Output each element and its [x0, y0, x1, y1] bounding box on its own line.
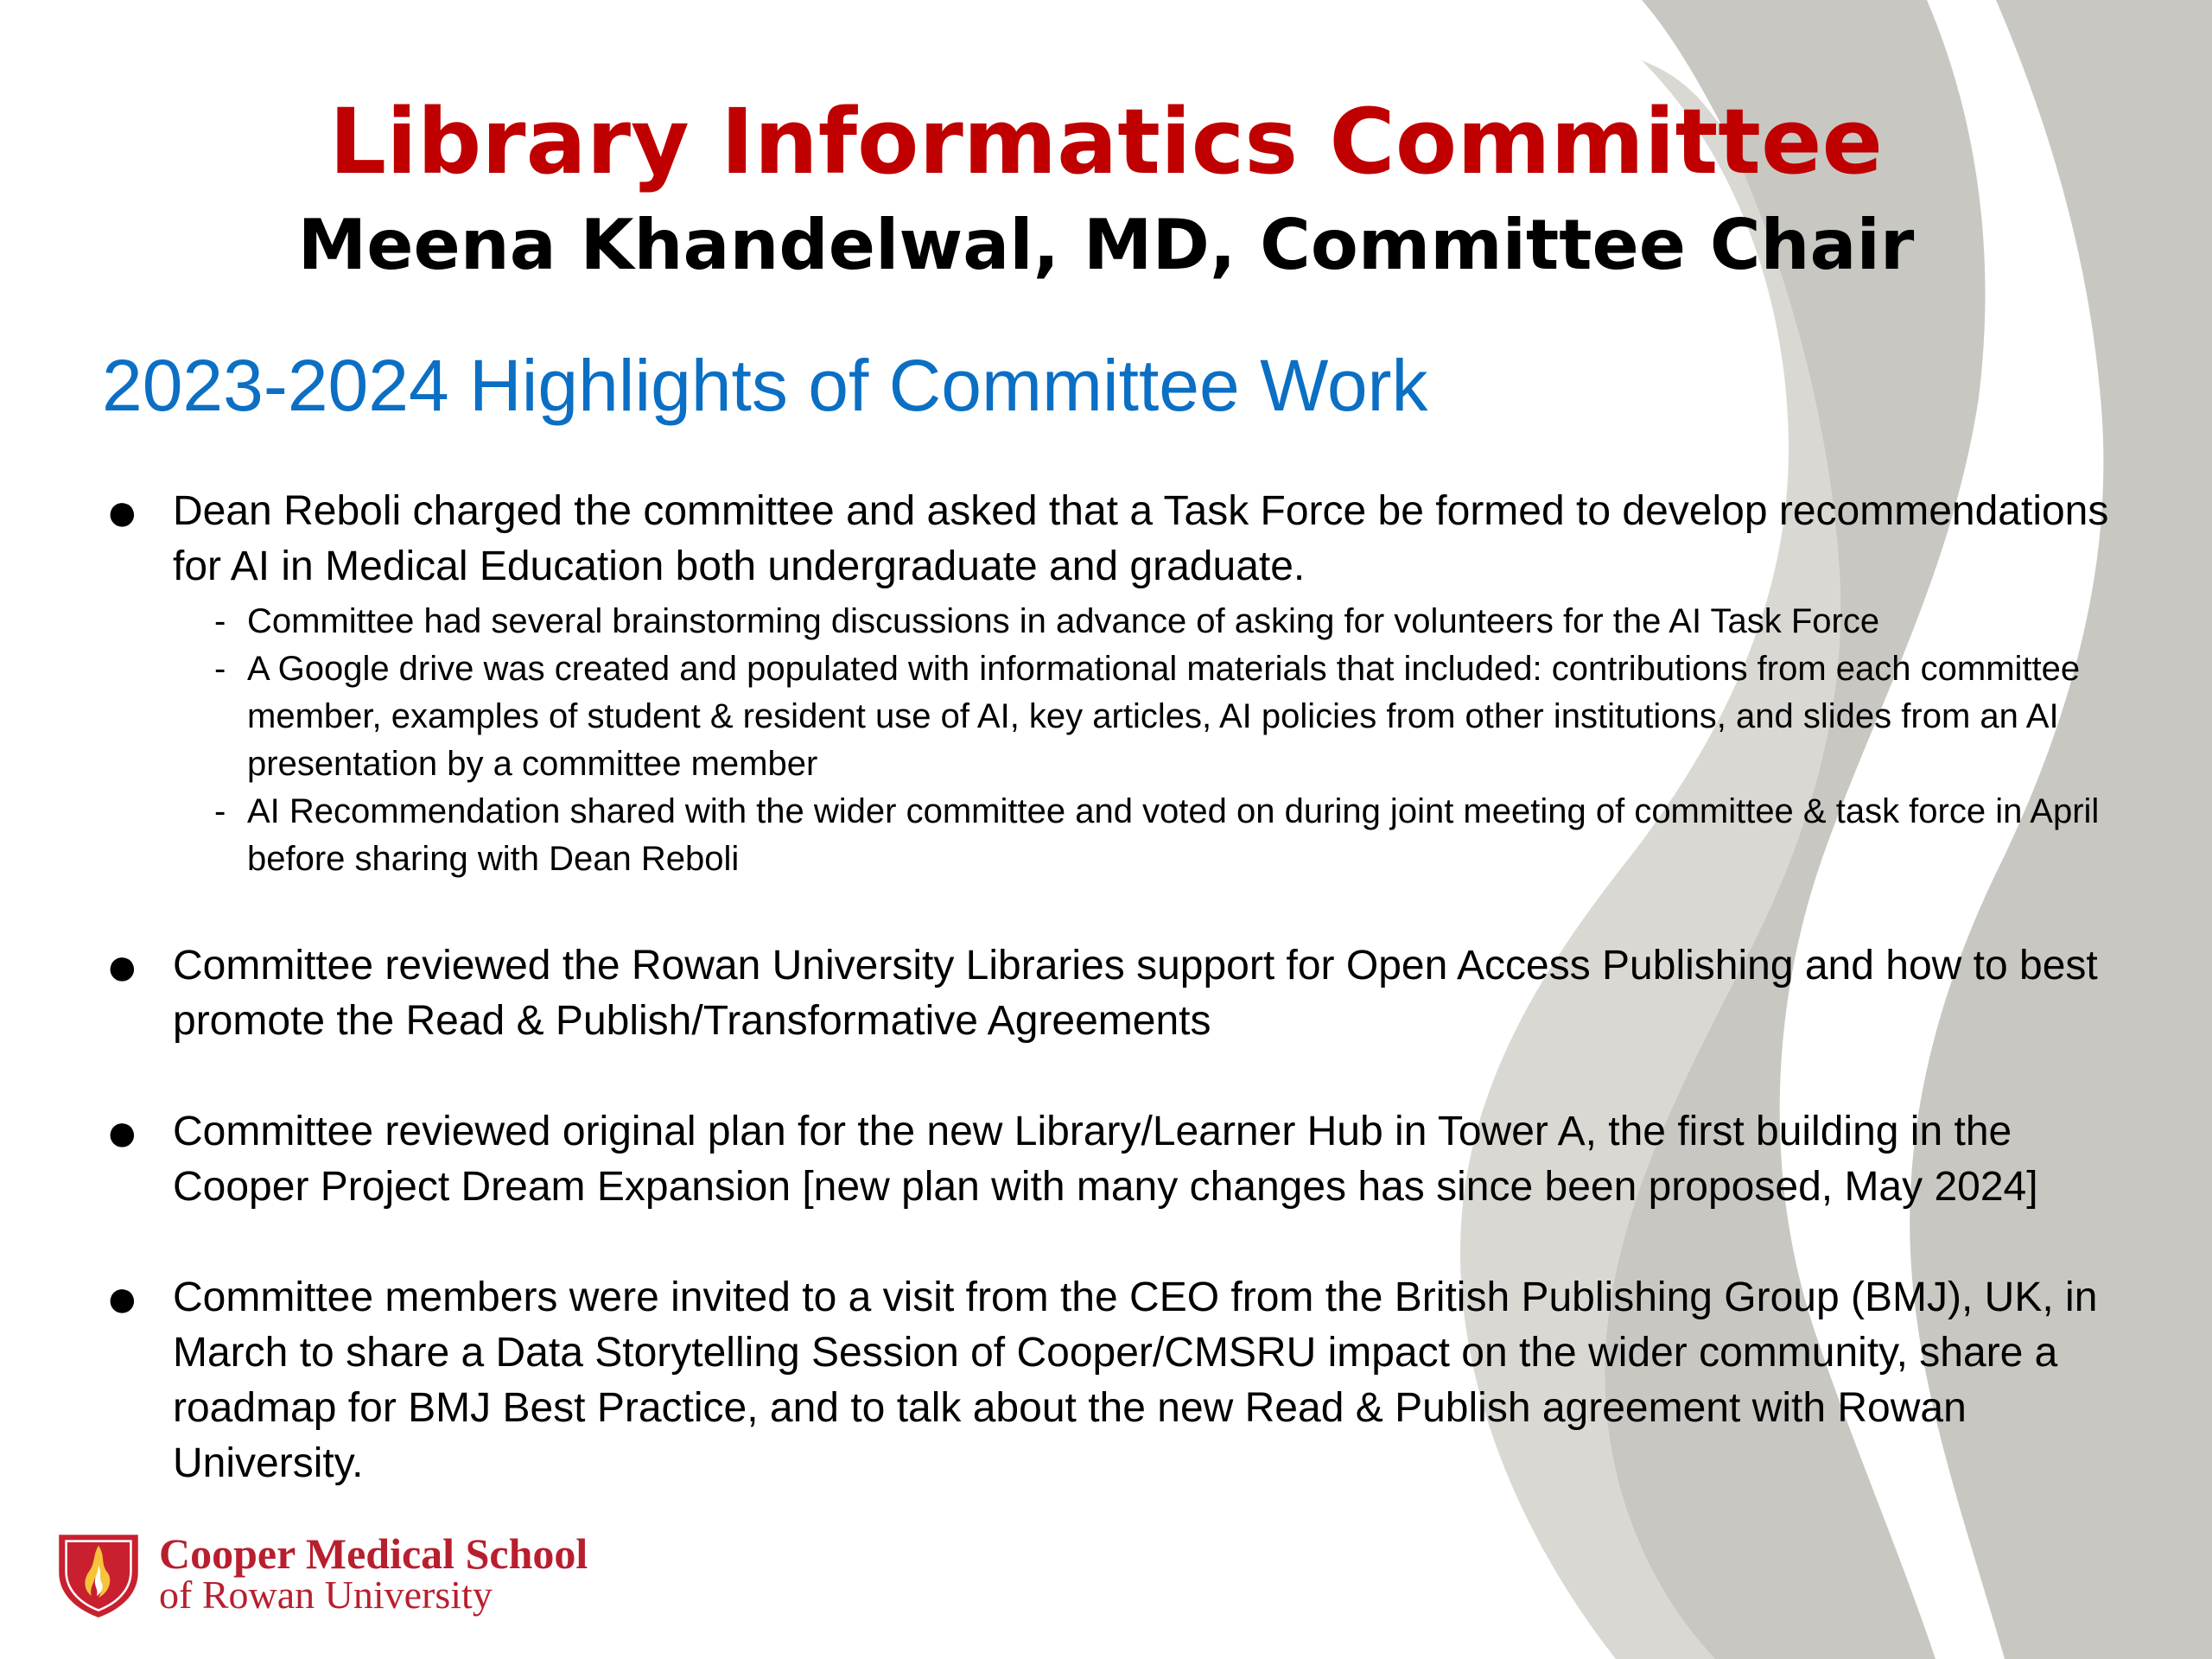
- sub-bullet-text: Committee had several brainstorming discussions in advance of asking for volunteers for the AI Task Force: [247, 602, 1880, 640]
- slide-title: Library Informatics Committee: [328, 89, 1884, 194]
- bullet-dot-icon: ●: [105, 1101, 139, 1163]
- sub-bullet-item: [173, 598, 2115, 645]
- sub-bullet-text: AI Recommendation shared with the wider committee and voted on during joint meeting of committee & task force in April before sharing with Dean Reboli: [247, 792, 2100, 878]
- bullet-dot-icon: ●: [105, 935, 139, 997]
- dash-icon: -: [214, 792, 226, 830]
- bullet-text: Committee reviewed the Rowan University Libraries support for Open Access Publishing and how to best promote the Read & Publish/Transformative Agreements: [173, 943, 2098, 1044]
- sub-bullet-text: A Google drive was created and populated with informational materials that included: contributions from each committee member, examples of student & resident use of AI, key articles, AI policies from other institutions, and slides from an AI presentation by a committee member: [247, 650, 2081, 783]
- bullet-item: [102, 1267, 2115, 1491]
- sub-bullet-list: [173, 598, 2115, 883]
- sub-bullet-item: [173, 645, 2115, 788]
- bullet-item: [102, 1101, 2115, 1215]
- logo-line-2: of Rowan University: [159, 1573, 493, 1617]
- flame-shield-icon: [54, 1529, 143, 1619]
- bullet-item: [102, 935, 2115, 1049]
- slide-subtitle: Meena Khandelwal, MD, Committee Chair: [297, 205, 1915, 285]
- bullet-text: Dean Reboli charged the committee and asked that a Task Force be formed to develop recommendations for AI in Medical Education both undergraduate and graduate.: [173, 488, 2109, 589]
- bullet-text: Committee reviewed original plan for the new Library/Learner Hub in Tower A, the first building in the Cooper Project Dream Expansion [new plan with many changes has since been proposed, May 2024]: [173, 1109, 2038, 1210]
- bullet-dot-icon: ●: [105, 480, 139, 543]
- section-heading: 2023-2024 Highlights of Committee Work: [102, 345, 1428, 426]
- bullet-dot-icon: ●: [105, 1267, 139, 1329]
- bullet-text: Committee members were invited to a visit from the CEO from the British Publishing Group (BMJ), UK, in March to share a Data Storytelling Session of Cooper/CMSRU impact on the wider community, share a roadmap for BMJ Best Practice, and to talk about the new Read & Publish agreement with Rowan University.: [173, 1274, 2098, 1486]
- school-logo: [54, 1529, 589, 1624]
- bullet-item: [102, 480, 2115, 883]
- dash-icon: -: [214, 650, 226, 688]
- sub-bullet-item: [173, 788, 2115, 883]
- bullet-list: [102, 480, 2115, 1547]
- logo-line-1: Cooper Medical School: [159, 1529, 588, 1578]
- dash-icon: -: [214, 602, 226, 640]
